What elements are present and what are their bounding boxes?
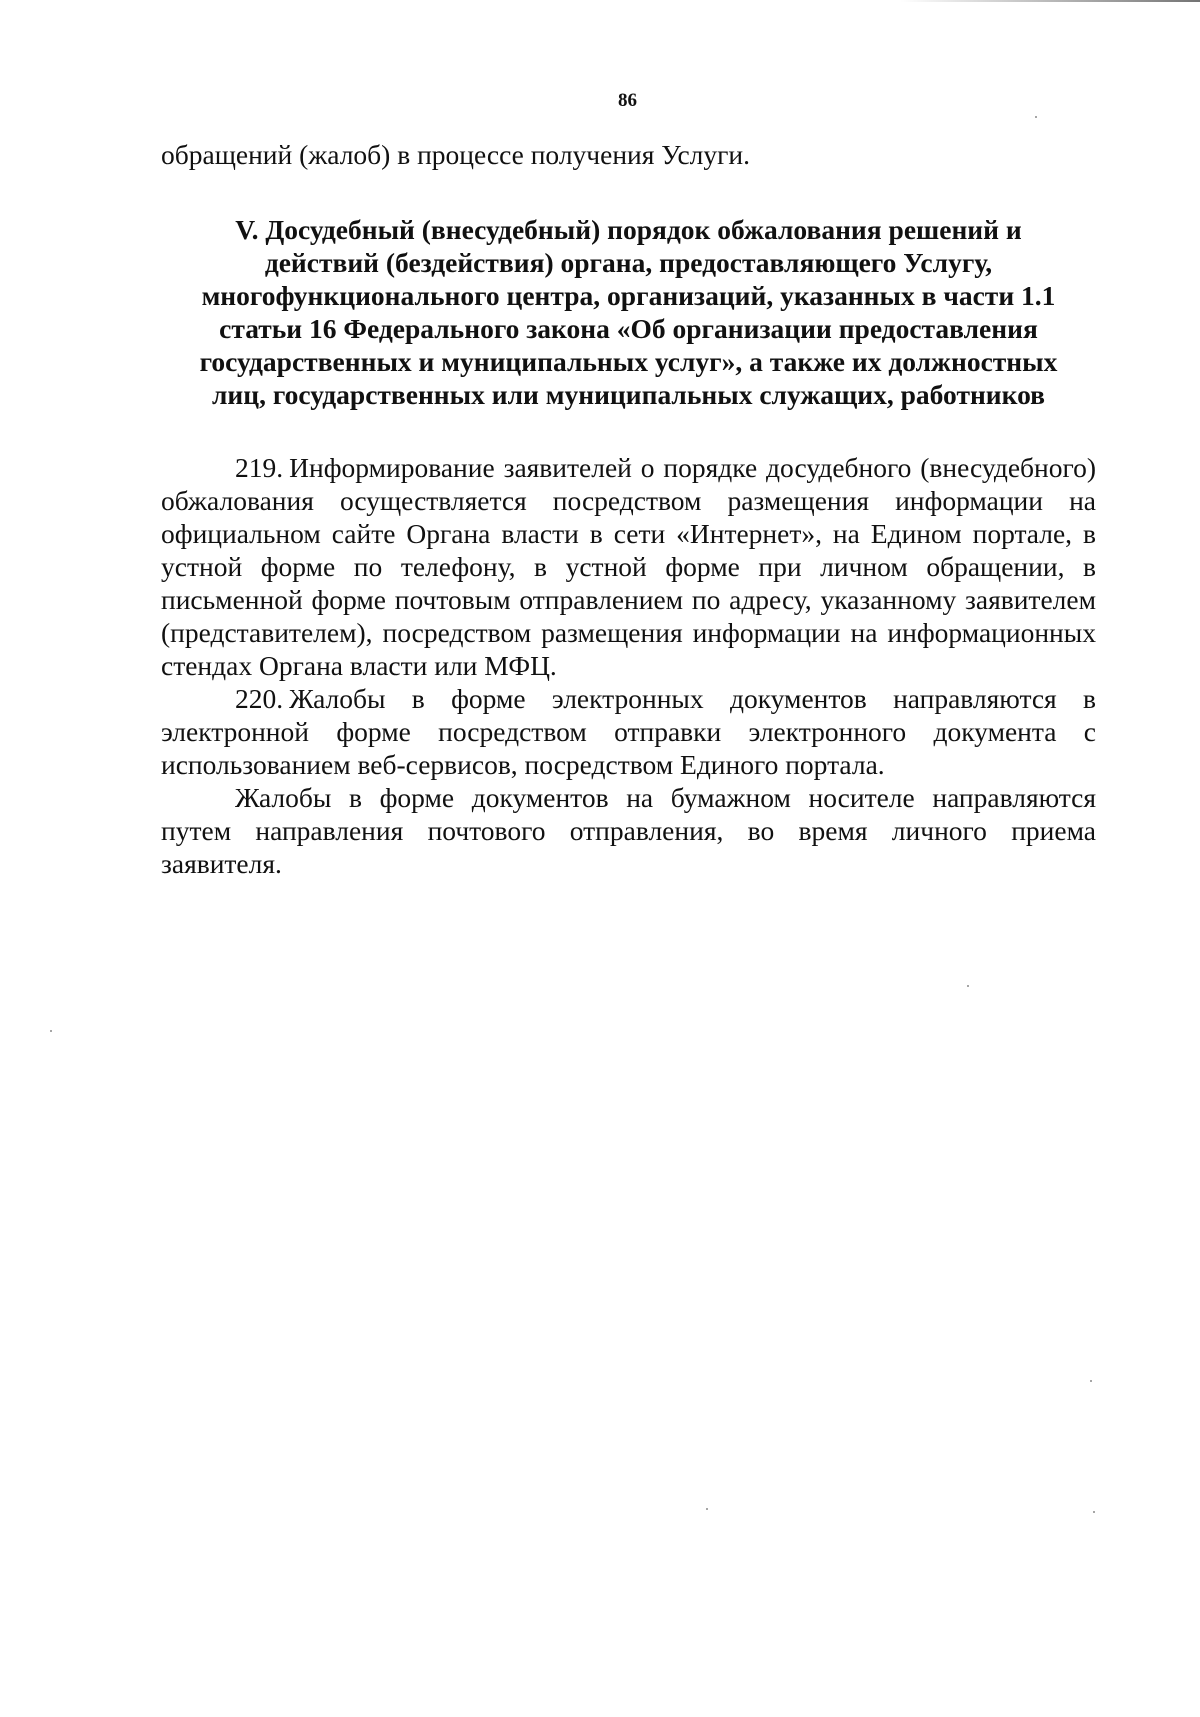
section-heading bbox=[161, 213, 1096, 411]
paragraph-text: Жалобы в форме документов на бумажном носителе направляются путем направления почтового отправления, во время личного приема заявителя. bbox=[161, 782, 1096, 879]
section-heading-line: лиц, государственных или муниципальных служащих, работников bbox=[211, 379, 1046, 410]
paragraph-number: 220. bbox=[235, 683, 284, 714]
scan-speck bbox=[967, 985, 969, 987]
section-heading-line: V. Досудебный (внесудебный) порядок обжалования решений и bbox=[235, 214, 1022, 245]
scan-speck bbox=[50, 1030, 52, 1032]
scan-speck bbox=[1035, 116, 1037, 118]
paragraph-paper-complaints bbox=[161, 781, 1096, 880]
section-heading-line: статьи 16 Федерального закона «Об организации предоставления bbox=[219, 313, 1038, 344]
page-content bbox=[161, 138, 1096, 880]
scan-speck bbox=[1090, 1380, 1092, 1382]
paragraph-text: Жалобы в форме электронных документов направляются в электронной форме посредством отправки электронного документа с использованием веб-сервисов, посредством Единого портала. bbox=[161, 683, 1096, 780]
continuation-text: обращений (жалоб) в процессе получения Услуги. bbox=[161, 139, 751, 170]
paragraph-number: 219. bbox=[235, 452, 284, 483]
page-number: 86 bbox=[618, 90, 637, 111]
scan-speck bbox=[706, 1508, 708, 1510]
paragraph-220 bbox=[161, 682, 1096, 781]
scan-edge-mark bbox=[900, 0, 1200, 2]
section-heading-line: действий (бездействия) органа, предоставляющего Услугу, bbox=[264, 247, 993, 278]
scan-speck bbox=[1093, 1511, 1095, 1513]
section-heading-line: государственных и муниципальных услуг», а также их должностных bbox=[199, 346, 1058, 377]
paragraph-219 bbox=[161, 451, 1096, 682]
section-heading-line: многофункционального центра, организаций, указанных в части 1.1 bbox=[201, 280, 1056, 311]
paragraph-text: Информирование заявителей о порядке досудебного (внесудебного) обжалования осуществляется посредством размещения информации на официальном сайте Органа власти в сети «Интернет», на Едином портале, в устной форме по телефону, в устной форме при личном обращении, в письменной форме почтовым отправлением по адресу, указанному заявителем (представителем), посредством размещения информации на информационных стендах Органа власти или МФЦ. bbox=[161, 452, 1096, 681]
